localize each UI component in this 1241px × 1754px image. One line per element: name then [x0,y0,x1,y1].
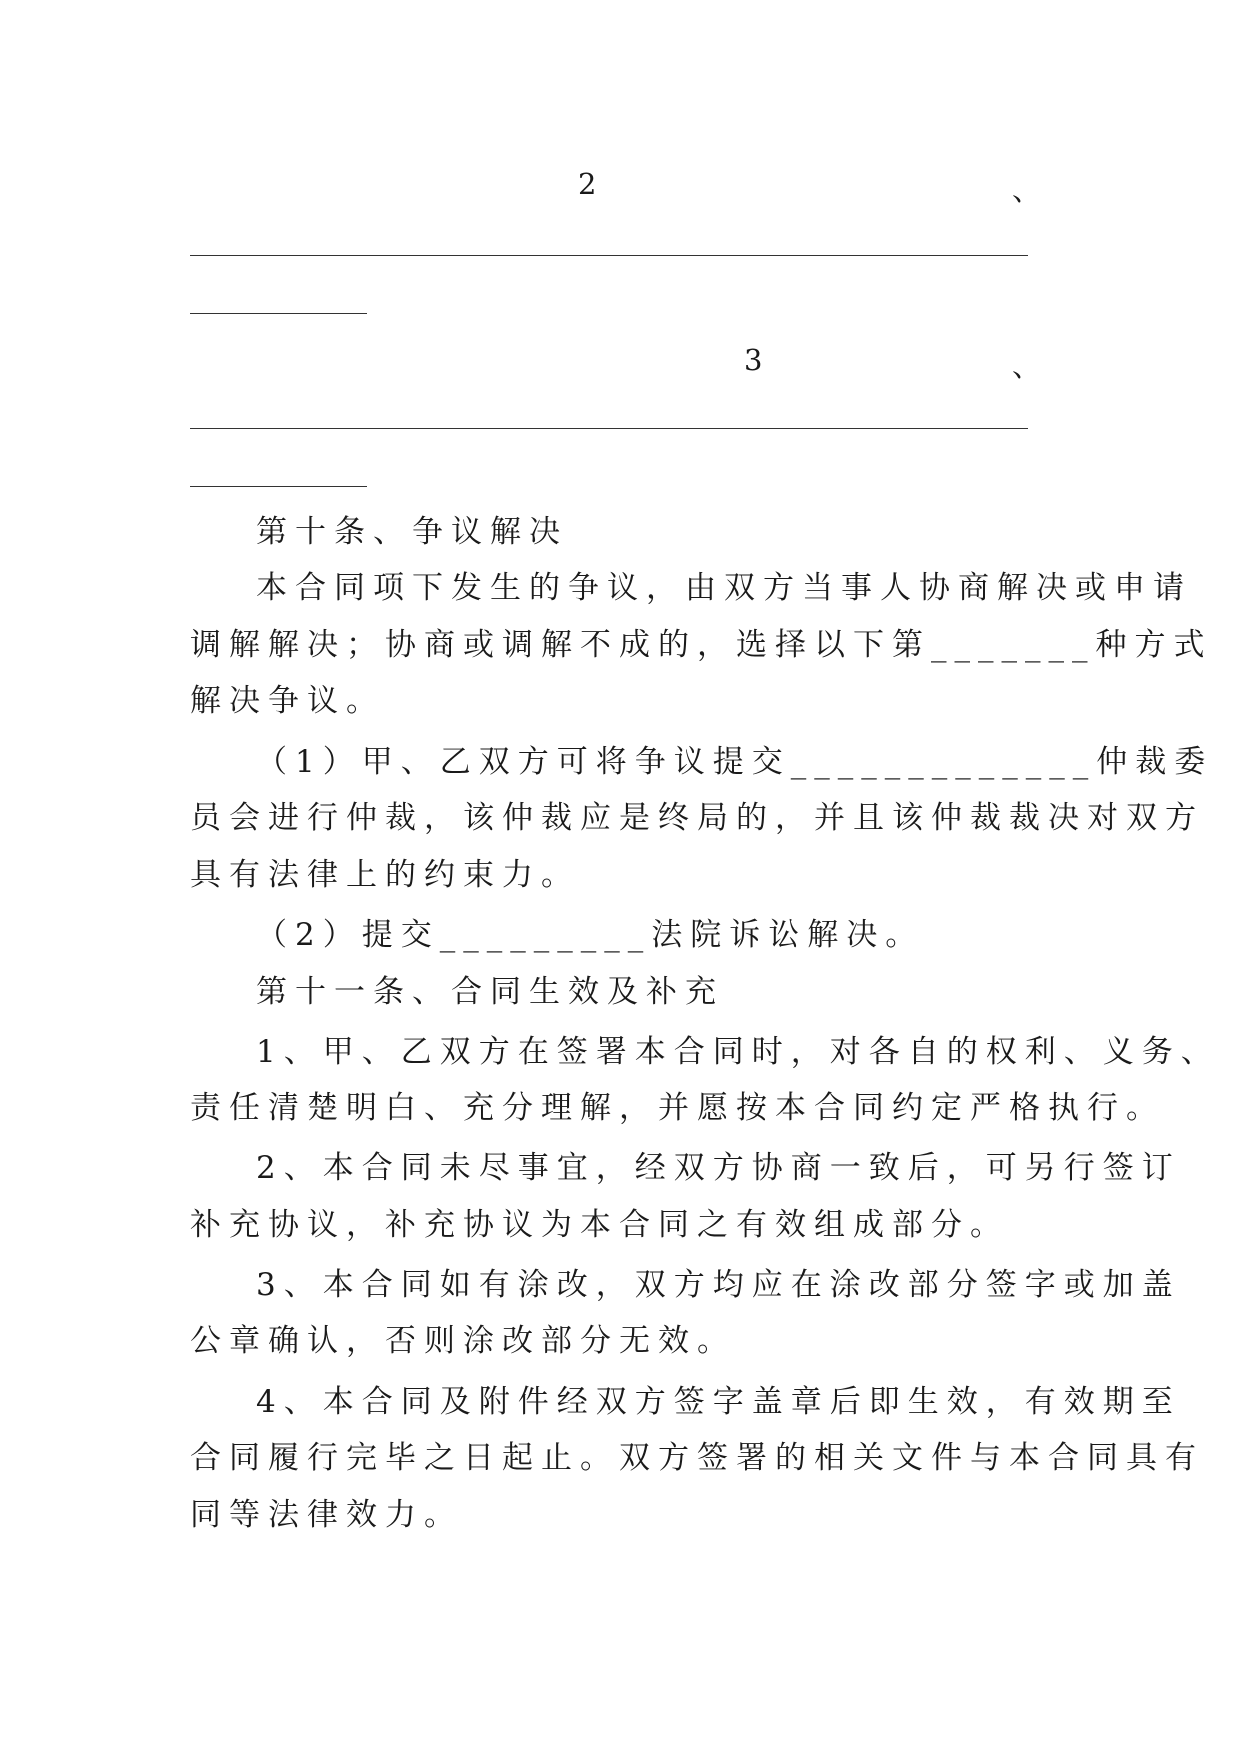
clause-4-line: 合同履行完毕之日起止。双方签署的相关文件与本合同具有 [190,1440,1204,1476]
clause-3-line: 3、本合同如有涂改，双方均应在涂改部分签字或加盖 [256,1267,1181,1303]
item-3-mark: 、 [1012,349,1042,383]
item-2-number: 2 [578,167,597,201]
option-1-line: （1）甲、乙双方可将争议提交_____________仲裁委 [256,744,1214,780]
paragraph-line: 解决争议。 [190,683,385,719]
paragraph-line: 本合同项下发生的争议，由双方当事人协商解决或申请 [256,570,1192,606]
article-11-heading: 第十一条、合同生效及补充 [256,974,724,1010]
option-1-line: 员会进行仲裁，该仲裁应是终局的，并且该仲裁裁决对双方 [190,800,1204,836]
item-3-number: 3 [744,343,763,377]
clause-1-line: 责任清楚明白、充分理解，并愿按本合同约定严格执行。 [190,1090,1165,1126]
clause-1-line: 1、甲、乙双方在签署本合同时，对各自的权利、义务、 [256,1034,1220,1070]
paragraph-line: 调解解决；协商或调解不成的，选择以下第_______种方式 [190,627,1213,663]
clause-4-line: 同等法律效力。 [190,1497,463,1533]
item-2-mark: 、 [1012,173,1042,207]
fill-in-line [190,486,367,487]
option-2-line: （2）提交_________法院诉讼解决。 [256,917,925,953]
clause-3-line: 公章确认，否则涂改部分无效。 [190,1323,736,1359]
fill-in-line [190,428,1028,429]
clause-2-line: 补充协议，补充协议为本合同之有效组成部分。 [190,1207,1009,1243]
article-10-heading: 第十条、争议解决 [256,514,568,550]
fill-in-line [190,255,1028,256]
option-1-line: 具有法律上的约束力。 [190,857,580,893]
fill-in-line [190,313,367,314]
clause-2-line: 2、本合同未尽事宜，经双方协商一致后，可另行签订 [256,1150,1181,1186]
clause-4-line: 4、本合同及附件经双方签字盖章后即生效，有效期至 [256,1384,1181,1420]
